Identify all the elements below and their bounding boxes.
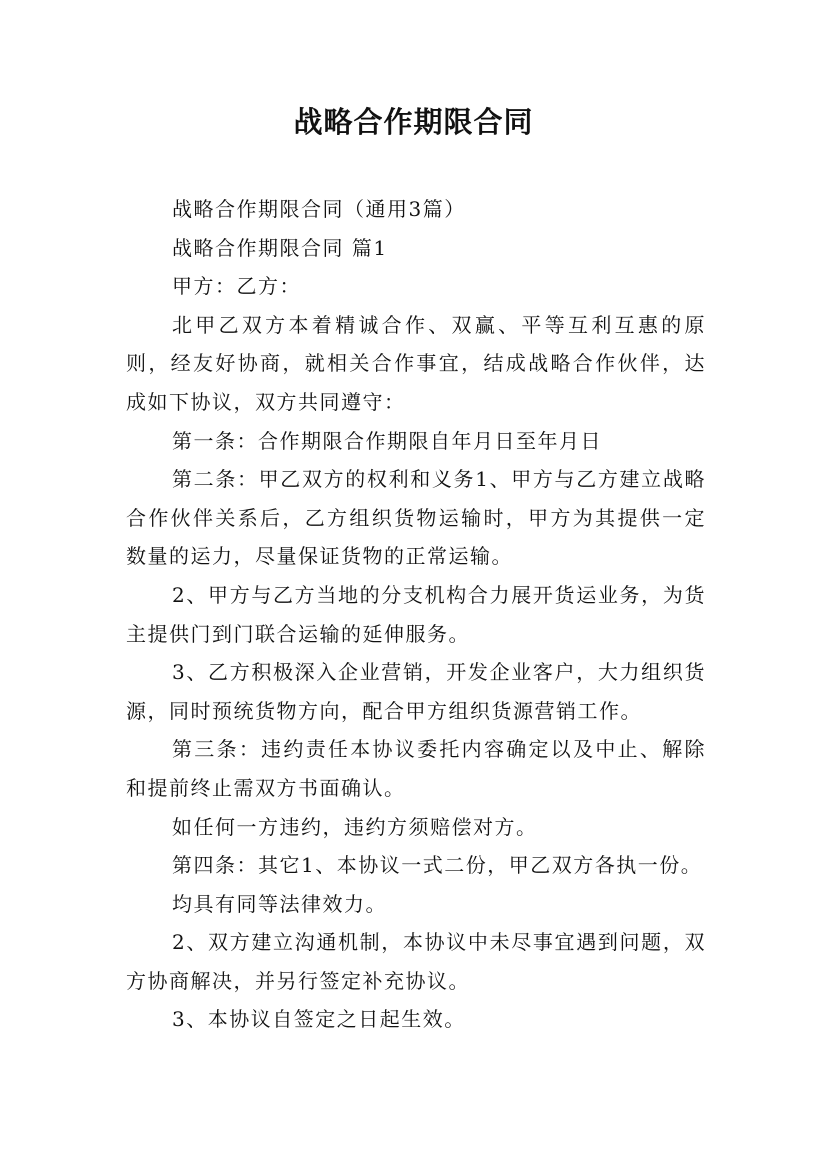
preamble-paragraph: 北甲乙双方本着精诚合作、双赢、平等互利互惠的原则，经友好协商，就相关合作事宜，结成战略合作伙伴，达成如下协议，双方共同遵守：	[126, 312, 706, 414]
breach-paragraph: 如任何一方违约，违约方须赔偿对方。	[172, 814, 538, 839]
parties-line: 甲方：乙方：	[172, 274, 301, 299]
document-title: 战略合作期限合同	[293, 105, 534, 139]
subtitle-paragraph: 战略合作期限合同（通用3篇）	[172, 197, 466, 221]
document-body	[126, 190, 706, 1039]
article-3-paragraph: 第三条：违约责任本协议委托内容确定以及中止、解除和提前终止需双方书面确认。	[126, 737, 706, 800]
article-2-item-3: 3、乙方积极深入企业营销，开发企业客户，大力组织货源，同时预统货物方向，配合甲方组织货源营销工作。	[126, 660, 706, 723]
legal-effect-paragraph: 均具有同等法律效力。	[172, 891, 387, 916]
article-4-item-3: 3、本协议自签定之日起生效。	[172, 1007, 466, 1032]
article-4-paragraph: 第四条：其它1、本协议一式二份，甲乙双方各执一份。	[172, 853, 703, 878]
article-2-item-2: 2、甲方与乙方当地的分支机构合力展开货运业务，为货主提供门到门联合运输的延伸服务。	[126, 582, 706, 646]
article-2-paragraph: 第二条：甲乙双方的权利和义务1、甲方与乙方建立战略合作伙伴关系后，乙方组织货物运输时，甲方为其提供一定数量的运力，尽量保证货物的正常运输。	[126, 467, 706, 569]
article-4-item-2: 2、双方建立沟通机制，本协议中未尽事宜遇到问题，双方协商解决，并另行签定补充协议。	[126, 930, 706, 993]
section-heading: 战略合作期限合同 篇1	[172, 235, 388, 260]
article-1-paragraph: 第一条：合作期限合作期限自年月日至年月日	[172, 428, 602, 453]
